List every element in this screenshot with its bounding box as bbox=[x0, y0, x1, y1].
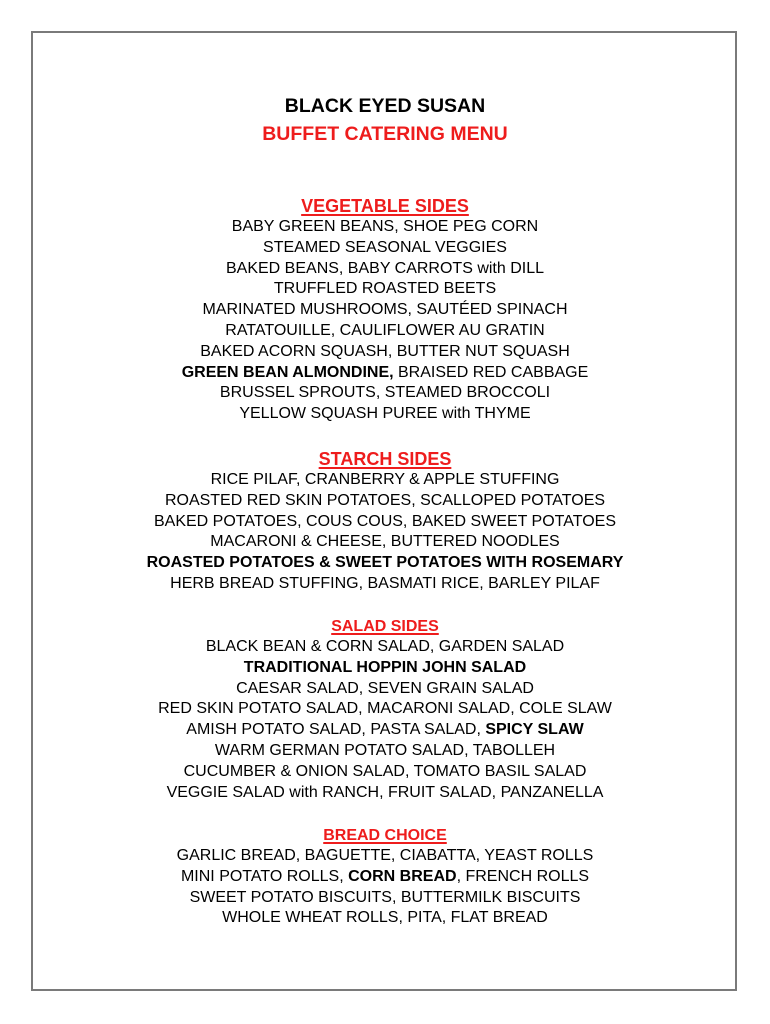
menu-line: BABY GREEN BEANS, SHOE PEG CORN bbox=[231, 218, 539, 235]
featured-item: CORN BREAD bbox=[348, 867, 457, 885]
menu-line: STEAMED SEASONAL VEGGIES bbox=[263, 238, 507, 256]
menu-line: CAESAR SALAD, SEVEN GRAIN SALAD bbox=[236, 679, 534, 697]
menu-line: SWEET POTATO BISCUITS, BUTTERMILK BISCUITS bbox=[189, 888, 581, 906]
section-heading-vegetable: VEGETABLE SIDES bbox=[301, 196, 469, 216]
section-heading-salad: SALAD SIDES bbox=[331, 618, 439, 635]
menu-line: YELLOW SQUASH PUREE with THYME bbox=[239, 405, 531, 423]
menu-line: MINI POTATO ROLLS, CORN BREAD, FRENCH ROLLS bbox=[180, 867, 590, 885]
menu-subtitle: BUFFET CATERING MENU bbox=[262, 123, 508, 145]
menu-line: WHOLE WHEAT ROLLS, PITA, FLAT BREAD bbox=[222, 909, 548, 927]
featured-item: GREEN BEAN ALMONDINE, bbox=[181, 363, 394, 381]
bread-choice-section bbox=[0, 826, 770, 929]
section-heading-starch: STARCH SIDES bbox=[318, 449, 452, 469]
menu-line: WARM GERMAN POTATO SALAD, TABOLLEH bbox=[214, 741, 556, 759]
menu-line: BAKED BEANS, BABY CARROTS with DILL bbox=[225, 259, 545, 277]
menu-line: BLACK BEAN & CORN SALAD, GARDEN SALAD bbox=[205, 638, 565, 655]
section-heading-bread: BREAD CHOICE bbox=[323, 827, 447, 844]
featured-item: SPICY SLAW bbox=[485, 721, 584, 739]
menu-line: VEGGIE SALAD with RANCH, FRUIT SALAD, PANZANELLA bbox=[166, 783, 604, 801]
menu-line: BAKED ACORN SQUASH, BUTTER NUT SQUASH bbox=[200, 342, 570, 360]
menu-line: MARINATED MUSHROOMS, SAUTÉED SPINACH bbox=[202, 301, 568, 319]
menu-line: ROASTED RED SKIN POTATOES, SCALLOPED POTATOES bbox=[164, 491, 606, 509]
menu-line: RED SKIN POTATO SALAD, MACARONI SALAD, COLE SLAW bbox=[158, 700, 612, 718]
menu-line: BAKED POTATOES, COUS COUS, BAKED SWEET POTATOES bbox=[153, 512, 617, 530]
starch-sides-section bbox=[0, 448, 770, 595]
vegetable-sides-section bbox=[0, 195, 770, 425]
menu-line: BRUSSEL SPROUTS, STEAMED BROCCOLI bbox=[219, 384, 551, 402]
menu-title: BLACK EYED SUSAN bbox=[284, 95, 486, 117]
menu-line: MACARONI & CHEESE, BUTTERED NOODLES bbox=[210, 533, 560, 551]
menu-line: HERB BREAD STUFFING, BASMATI RICE, BARLEY PILAF bbox=[170, 574, 600, 592]
menu-line: RATATOUILLE, CAULIFLOWER AU GRATIN bbox=[225, 321, 545, 339]
menu-line: CUCUMBER & ONION SALAD, TOMATO BASIL SALAD bbox=[183, 762, 587, 780]
menu-line: GARLIC BREAD, BAGUETTE, CIABATTA, YEAST ROLLS bbox=[176, 847, 594, 864]
menu-line bbox=[0, 658, 770, 679]
menu-line: AMISH POTATO SALAD, PASTA SALAD, SPICY SLAW bbox=[186, 721, 584, 739]
menu-line: GREEN BEAN ALMONDINE, BRAISED RED CABBAGE bbox=[181, 363, 589, 381]
featured-item: TRADITIONAL HOPPIN JOHN SALAD bbox=[243, 658, 527, 676]
menu-line bbox=[0, 553, 770, 574]
menu-line: RICE PILAF, CRANBERRY & APPLE STUFFING bbox=[210, 471, 560, 488]
salad-sides-section bbox=[0, 617, 770, 803]
featured-item: ROASTED POTATOES & SWEET POTATOES WITH ROSEMARY bbox=[146, 554, 624, 572]
menu-line: TRUFFLED ROASTED BEETS bbox=[273, 280, 497, 298]
